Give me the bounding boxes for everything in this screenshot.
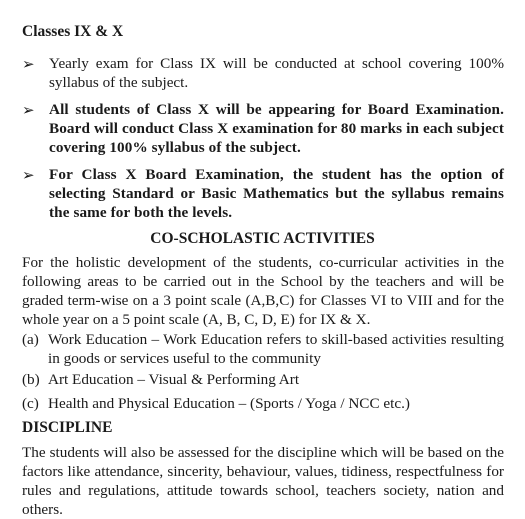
item-text: Health and Physical Education – (Sports / Yoga / NCC etc.) [48, 395, 410, 412]
item-marker: (c) [22, 395, 39, 412]
bullet-text: For Class X Board Examination, the student has the option of selecting Standard or Basic Mathematics but the syllabus remains the same for both the levels. [49, 166, 504, 221]
arrow-bullet-icon: ➢ [22, 101, 35, 119]
bullet-item [22, 100, 504, 157]
bullet-item [22, 54, 504, 92]
bullet-text: Yearly exam for Class IX will be conducted at school covering 100% syllabus of the subject. [49, 55, 504, 91]
item-text: Art Education – Visual & Performing Art [48, 371, 300, 388]
item-text: Work Education – Work Education refers to skill-based activities resulting in goods or services useful to the community [48, 331, 504, 367]
discipline-text: The students will also be assessed for the discipline which will be based on the factors like attendance, sincerity, behaviour, values, tidiness, respectfulness for rules and regulations, attitude towards school, teachers society, nation and others. [22, 444, 504, 518]
item-marker: (b) [22, 371, 40, 388]
coscholastic-heading: CO-SCHOLASTIC ACTIVITIES [150, 230, 375, 247]
arrow-bullet-icon: ➢ [22, 166, 35, 184]
classes-heading: Classes IX & X [22, 23, 124, 40]
activity-item [22, 370, 504, 389]
activity-item [22, 330, 504, 368]
coscholastic-intro: For the holistic development of the students, co-curricular activities in the following areas to be carried out in the School by the teachers and will be graded term-wise on a 3 point scale (A,B,C) for Classes VI to VIII and for the whole year on a 5 point scale (A, B, C, D, E) for IX & X. [22, 254, 504, 328]
activity-item [22, 394, 504, 413]
discipline-heading: DISCIPLINE [22, 419, 113, 436]
item-marker: (a) [22, 331, 39, 348]
bullet-item [22, 165, 504, 222]
bullet-text: All students of Class X will be appearing for Board Examination. Board will conduct Class X examination for 80 marks in each subject covering 100% syllabus of the subject. [49, 101, 504, 156]
arrow-bullet-icon: ➢ [22, 55, 35, 73]
